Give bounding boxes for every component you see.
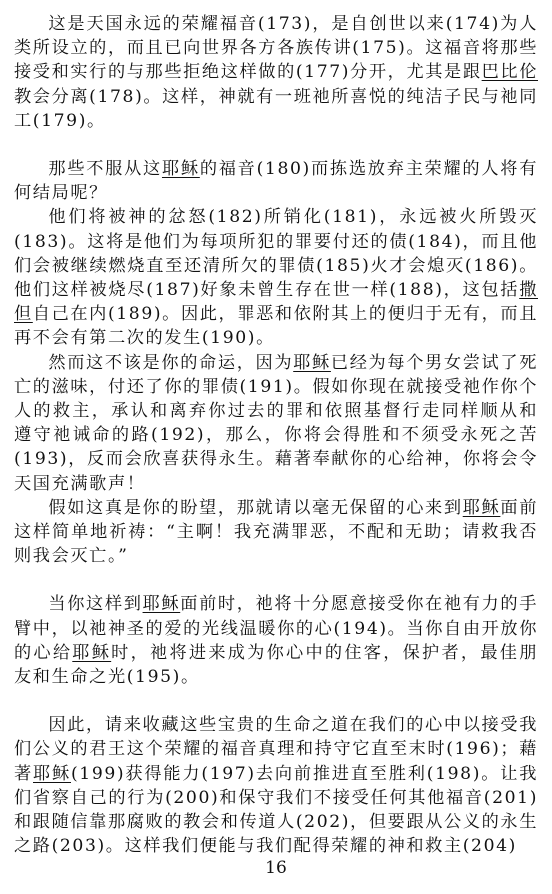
paragraph <box>14 351 538 496</box>
paragraph-text: 时，祂将进来成为你心中的住客，保护者，最佳朋友和生命之光(195)。 <box>14 642 539 688</box>
paragraph-text: 教会分离(178)。这样，神就有一班祂所喜悦的纯洁子民与祂同工(179)。 <box>14 86 538 131</box>
underlined-name: 巴比伦 <box>481 62 538 83</box>
paragraph-text: 因此，请来收藏这些宝贵的生命之道在我们的心中以接受我们公义的君王这个荣耀的福音真理和持守它直至末时(196)；藉著 <box>14 715 538 784</box>
paragraph-text: (199)获得能力(197)去向前推进直至胜利(198)。让我们省察自己的行为(200)和保守我们不接受任何其他福音(201)和跟随信靠那腐败的教会和传道人(202)，但要跟从公义的永生之路(203)。这样我们便能与我们配得荣耀的神和救主(204) <box>14 763 538 857</box>
paragraph <box>14 713 538 858</box>
paragraph-text: 面前这样简单地祈祷：“主啊！我充满罪恶，不配和无助；请救我否则我会灭亡。” <box>14 497 539 567</box>
paragraph-text: 当你这样到 <box>48 594 143 615</box>
body-text <box>14 12 538 859</box>
paragraph-gap <box>14 133 538 157</box>
paragraph-gap <box>14 689 538 713</box>
paragraph-text: 然而这不该是你的命运，因为 <box>48 352 294 373</box>
paragraph-text: 面前时，祂将十分愿意接受你在祂有力的手臂中，以祂神圣的爱的光线温暖你的心(194)。当你自由开放你的心给 <box>14 594 538 663</box>
underlined-name: 撒但 <box>14 280 538 325</box>
paragraph-gap <box>14 568 538 592</box>
underlined-name: 耶稣 <box>161 159 200 180</box>
paragraph-text: 这是天国永远的荣耀福音(173)，是自创世以来(174)为人类所设立的，而且已向世界各方各族传讲(175)。这福音将那些接受和实行的与那些拒绝这样做的(177)分开，尤其是跟 <box>14 14 538 83</box>
underlined-name: 耶稣 <box>72 642 112 663</box>
paragraph <box>14 496 538 569</box>
underlined-name: 耶稣 <box>462 497 501 518</box>
paragraph-text: 自己在内(189)。因此，罪恶和依附其上的便归于无有，而且再不会有第二次的发生(190)。 <box>14 304 538 349</box>
paragraph-text: 的福音(180)而拣选放弃主荣耀的人将有何结局呢？ <box>14 159 538 204</box>
paragraph <box>14 592 538 689</box>
paragraph <box>14 205 538 350</box>
paragraph-text: 他们将被神的忿怒(182)所销化(181)，永远被火所毁灭(183)。这将是他们为每项所犯的罪要付还的债(184)，而且他们会被继续燃烧直至还清所欠的罪债(185)火才会熄灭(186)。他们这样被烧尽(187)好象未曾生存在世一样(188)，这包括 <box>14 207 538 301</box>
paragraph <box>14 157 538 205</box>
underlined-name: 耶稣 <box>33 763 71 784</box>
page-number: 16 <box>265 858 287 878</box>
paragraph <box>14 12 538 133</box>
paragraph-text: 假如这真是你的盼望，那就请以毫无保留的心来到 <box>48 497 463 518</box>
paragraph-text: 那些不服从这 <box>48 159 162 180</box>
underlined-name: 耶稣 <box>293 352 331 373</box>
paragraph-text: 已经为每个男女尝试了死亡的滋味，付还了你的罪债(191)。假如你现在就接受祂作你个人的救主，承认和离弃你过去的罪和依照基督行走同样顺从和遵守祂诫命的路(192)，那么，你将会得胜和不须受永死之苦(193)，反而会欣喜获得永生。藉著奉献你的心给神，你将会令天国充满歌声！ <box>14 352 538 494</box>
underlined-name: 耶稣 <box>142 594 181 615</box>
